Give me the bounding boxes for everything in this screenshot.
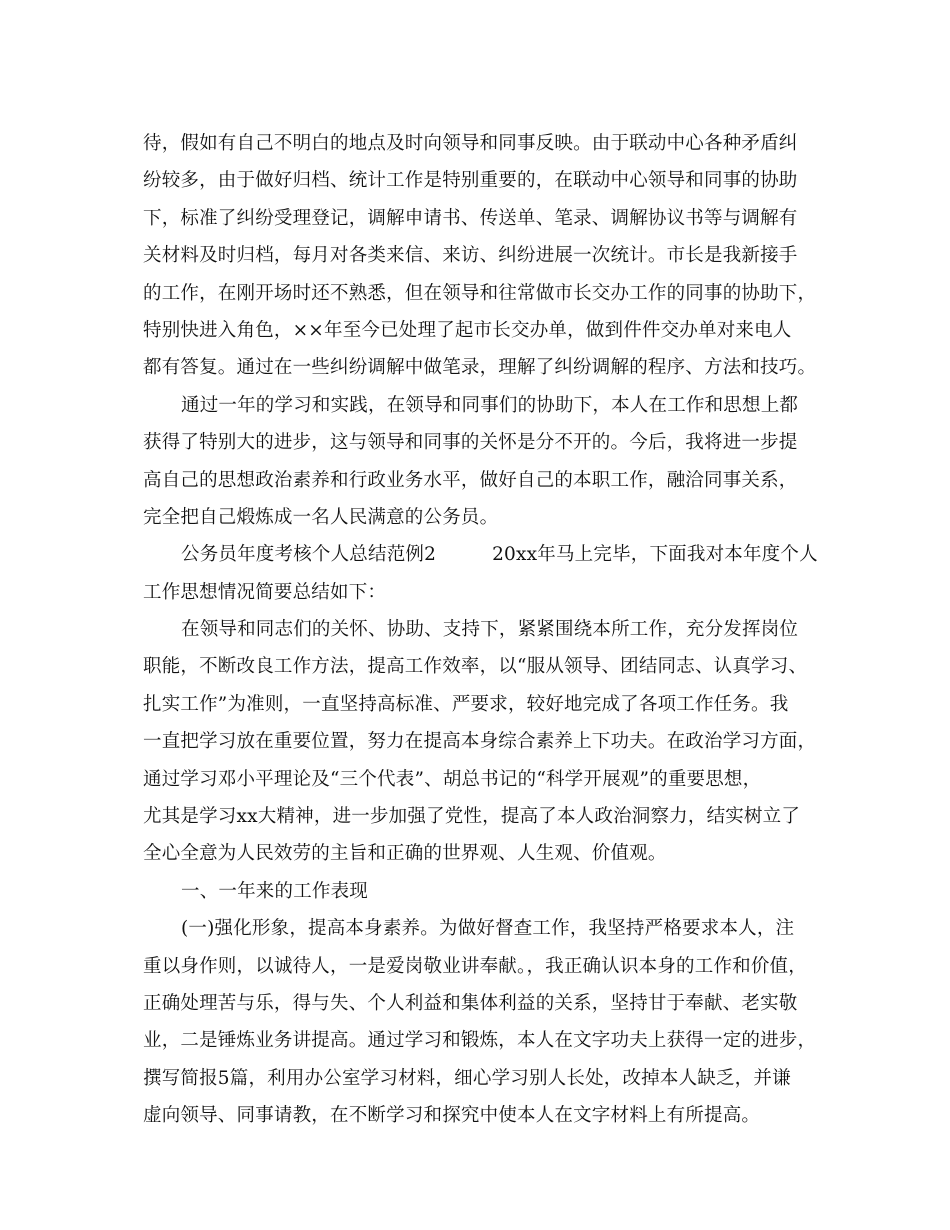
text-line: 都有答复。通过在一些纠纷调解中做笔录，理解了纠纷调解的程序、方法和技巧。 (143, 357, 817, 379)
text-line: 撰写简报5篇，利用办公室学习材料，细心学习别人长处，改掉本人缺乏，并谦 (143, 1067, 791, 1089)
text-line: 一直把学习放在重要位置，努力在提高本身综合素养上下功夫。在政治学习方面， (143, 731, 817, 753)
text-line: 纷较多，由于做好归档、统计工作是特别重要的，在联动中心领导和同事的协助 (143, 170, 798, 192)
text-line: 待，假如有自己不明白的地点及时向领导和同事反映。由于联动中心各种矛盾纠 (143, 133, 798, 154)
intro-text: 20xx年马上完毕，下面我对本年度个人 (492, 544, 818, 566)
subheading-line: 一、一年来的工作表现 (181, 880, 369, 902)
text-line: 高自己的思想政治素养和行政业务水平，做好自己的本职工作，融洽同事关系， (143, 469, 798, 491)
text-line: 关材料及时归档，每月对各类来信、来访、纠纷进展一次统计。市长是我新接手 (143, 245, 798, 267)
text-line: 下，标准了纠纷受理登记，调解申请书、传送单、笔录、调解协议书等与调解有 (143, 207, 798, 229)
text-line: 扎实工作”为准则，一直坚持高标准、严要求，较好地完成了各项工作任务。我 (143, 693, 789, 715)
body-text (143, 125, 818, 1135)
text-line: 的工作，在刚开场时还不熟悉，但在领导和往常做市长交办工作的同事的协助下， (143, 282, 817, 304)
paragraph-start-line: 通过一年的学习和实践，在领导和同事们的协助下，本人在工作和思想上都 (181, 394, 799, 416)
text-line: 业，二是锤炼业务讲提高。通过学习和锻炼，本人在文字功夫上获得一定的进步， (143, 1030, 817, 1052)
paragraph-start-line: 在领导和同志们的关怀、协助、支持下，紧紧围绕本所工作，充分发挥岗位 (181, 619, 799, 641)
paragraph-start-line: (一)强化形象，提高本身素养。为做好督查工作，我坚持严格要求本人，注 (181, 918, 795, 940)
text-line: 通过学习邓小平理论及“三个代表”、胡总书记的“科学开展观”的重要思想， (143, 768, 762, 790)
text-line: 职能，不断改良工作方法，提高工作效率，以“服从领导、团结同志、认真学习、 (143, 656, 808, 678)
text-line: 工作思想情况简要总结如下： (143, 581, 387, 603)
section-title: 公务员年度考核个人总结范例2 (181, 544, 437, 566)
text-line: 虚向领导、同事请教，在不断学习和探究中使本人在文字材料上有所提高。 (143, 1105, 761, 1127)
text-line: 完全把自己煅炼成一名人民满意的公务员。 (143, 506, 499, 528)
text-line: 重以身作则，以诚待人，一是爱岗敬业讲奉献。，我正确认识本身的工作和价值， (143, 955, 807, 977)
text-line: 获得了特别大的进步，这与领导和同事的关怀是分不开的。今后，我将进一步提 (143, 432, 798, 454)
text-line: 正确处理苦与乐，得与失、个人利益和集体利益的关系，坚持甘于奉献、老实敬 (143, 992, 798, 1014)
section-heading-line (143, 536, 818, 573)
text-line: 全心全意为人民效劳的主旨和正确的世界观、人生观、价值观。 (143, 843, 667, 865)
text-line: 尤其是学习xx大精神，进一步加强了党性，提高了本人政治洞察力，结实树立了 (143, 806, 801, 828)
text-line: 特别快进入角色，××年至今已处理了起市长交办单，做到件件交办单对来电人 (143, 319, 792, 341)
